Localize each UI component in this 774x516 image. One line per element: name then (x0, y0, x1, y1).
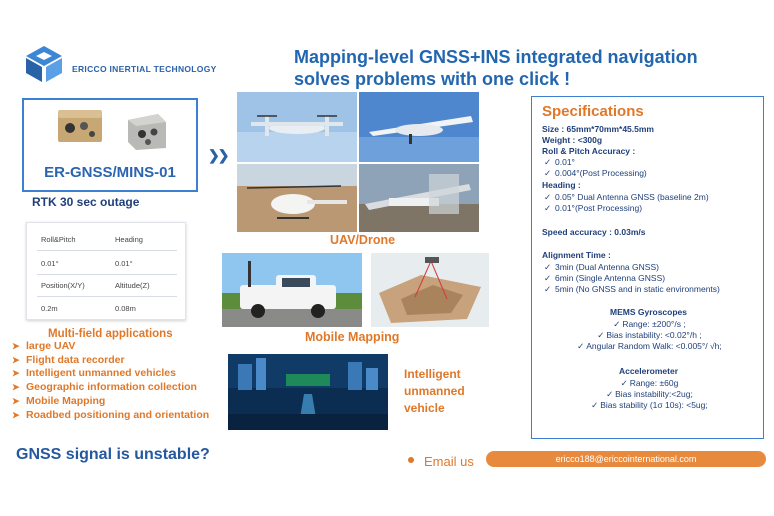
imu-module-gold-image (54, 106, 106, 146)
check-icon: ✓ (613, 319, 621, 329)
acc-cell-heading-label: Heading (115, 235, 143, 244)
list-item: ➤ Intelligent unmanned vehicles (12, 367, 176, 380)
product-name: ER-GNSS/MINS-01 (44, 164, 176, 181)
spec-heading-2: ✓ 0.01°(Post Processing) (544, 203, 643, 213)
check-icon: ✓ (544, 168, 552, 178)
arrow-bullet-icon: ➤ (12, 341, 20, 351)
spec-acc-2: ✓ Bias instability:<2ug; (606, 389, 693, 399)
headline-line-2: solves problems with one click ! (294, 69, 571, 89)
spec-gyro-title: MEMS Gyroscopes (610, 307, 687, 317)
acc-cell-position-label: Position(X/Y) (41, 281, 85, 290)
headline-line-1: Mapping-level GNSS+INS integrated navigation (294, 47, 698, 67)
terrain-survey-image (371, 253, 489, 327)
check-icon: ✓ (544, 262, 552, 272)
check-icon: ✓ (620, 378, 628, 388)
check-icon: ✓ (591, 400, 599, 410)
mapping-truck-image (222, 253, 362, 327)
arrow-bullet-icon: ➤ (12, 382, 20, 393)
list-item: ➤ Roadbed positioning and orientation (12, 408, 210, 421)
spec-size: Size : 65mm*70mm*45.5mm (542, 124, 654, 134)
spec-align-2: ✓ 6min (Single Antenna GNSS) (544, 273, 666, 283)
ericco-logo-icon (22, 44, 66, 84)
divider (37, 296, 177, 297)
spec-align-3: ✓ 5min (No GNSS and in static environments) (544, 284, 720, 294)
spec-gyro-1: ✓ Range: ±200°/s ; (613, 319, 686, 329)
email-us-label: Email us (424, 454, 474, 469)
gnss-question: GNSS signal is unstable? (16, 446, 210, 463)
check-icon: ✓ (544, 284, 552, 294)
specs-title: Specifications (542, 103, 644, 120)
list-item: ➤ Geographic information collection (12, 381, 197, 394)
applications-list (12, 340, 209, 422)
helicopter-drone-image (237, 164, 357, 232)
spec-heading-title: Heading : (542, 180, 581, 190)
divider (37, 250, 177, 251)
arrow-bullet-icon: ➤ (12, 368, 20, 379)
spec-acc-3: ✓ Bias stability (1σ 10s): <5ug; (591, 400, 708, 410)
divider (37, 274, 177, 275)
list-item: ➤ large UAV (12, 340, 76, 352)
company-name: ERICCO INERTIAL TECHNOLOGY (72, 64, 217, 74)
arrow-bullet-icon: ➤ (12, 409, 20, 420)
applications-title: Multi-field applications (48, 328, 173, 340)
spec-align-1: ✓ 3min (Dual Antenna GNSS) (544, 262, 659, 272)
acc-cell-heading-value: 0.01° (115, 259, 133, 268)
check-icon: ✓ (606, 389, 614, 399)
spec-roll-1: ✓ 0.01° (544, 157, 575, 167)
spec-gyro-3: ✓ Angular Random Walk: <0.005°/ √h; (577, 341, 722, 351)
acc-cell-position-value: 0.2m (41, 304, 58, 313)
double-chevron-right-icon: ❯❯ (208, 147, 228, 163)
spec-heading-1: ✓ 0.05° Dual Antenna GNSS (baseline 2m) (544, 192, 709, 202)
spec-acc-1: ✓ Range: ±60g (620, 378, 679, 388)
spec-speed: Speed accuracy : 0.03m/s (542, 227, 646, 237)
spec-roll-title: Roll & Pitch Accuracy : (542, 146, 636, 156)
intelligent-vehicle-label: Intelligent unmanned vehicle (404, 367, 465, 415)
spec-weight: Weight : <300g (542, 135, 603, 145)
product-card (22, 98, 198, 192)
imu-module-silver-image (122, 108, 170, 152)
specifications-panel (531, 96, 764, 439)
check-icon: ✓ (544, 157, 552, 167)
accuracy-table (26, 222, 186, 320)
acc-cell-altitude-value: 0.08m (115, 304, 136, 313)
autonomous-vehicle-hud-image (228, 354, 388, 430)
acc-cell-roll-value: 0.01° (41, 259, 59, 268)
check-icon: ✓ (577, 341, 585, 351)
mobile-mapping-label: Mobile Mapping (305, 330, 400, 344)
launcher-drone-image (359, 164, 479, 232)
acc-cell-roll-label: Roll&Pitch (41, 235, 76, 244)
acc-cell-altitude-label: Altitude(Z) (115, 281, 150, 290)
check-icon: ✓ (544, 273, 552, 283)
spec-roll-2: ✓ 0.004°(Post Processing) (544, 168, 647, 178)
spec-acc-title: Accelerometer (618, 366, 679, 376)
arrow-bullet-icon: ➤ (12, 354, 20, 365)
arrow-bullet-icon: ➤ (12, 395, 20, 406)
fixed-wing-drone-image (359, 92, 479, 162)
list-item: ➤ Mobile Mapping (12, 394, 106, 407)
bullet-dot-icon (408, 457, 414, 463)
rtk-outage-note: RTK 30 sec outage (32, 195, 140, 209)
vtol-drone-image (237, 92, 357, 162)
spec-gyro-2: ✓ Bias instability: <0.02°/h ; (597, 330, 702, 340)
headline (294, 46, 764, 90)
check-icon: ✓ (597, 330, 605, 340)
email-address-link[interactable]: ericco188@ericcointernational.com (486, 451, 766, 467)
check-icon: ✓ (544, 203, 552, 213)
check-icon: ✓ (544, 192, 552, 202)
list-item: ➤ Flight data recorder (12, 353, 125, 366)
uav-drone-label: UAV/Drone (330, 233, 396, 247)
spec-align-title: Alignment Time : (542, 250, 611, 260)
